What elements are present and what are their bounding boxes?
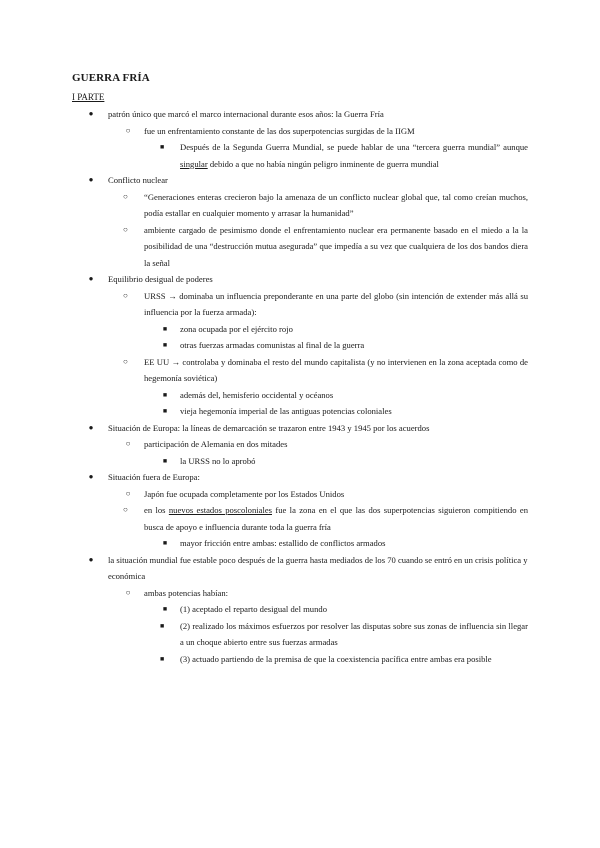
square-bullet-icon: ■ [162,539,168,547]
disc-bullet-icon: ● [88,422,94,432]
circle-bullet-icon: ○ [123,356,128,366]
section-heading: I PARTE [72,92,105,102]
list-item: ■ mayor fricción entre ambas: estallido de conflictos armados [72,535,528,552]
disc-bullet-icon: ● [88,274,94,283]
list-item: ○ “Generaciones enteras crecieron bajo la amenaza de un conflicto nuclear global que, tal como creían muchos, podía estallar en cualquier momento y arrasar la humanidad” [72,189,528,222]
list-item: ■ vieja hegemonía imperial de las antiguas potencias coloniales [72,403,528,420]
circle-bullet-icon: ○ [125,587,131,597]
document-page [72,72,528,667]
circle-bullet-icon: ○ [123,505,128,514]
circle-bullet-icon: ○ [123,290,128,300]
circle-bullet-icon: ○ [123,191,128,201]
list-item: ○ participación de Alemania en dos mitades [72,436,528,453]
square-bullet-icon: ■ [162,605,168,613]
square-bullet-icon: ■ [160,654,165,663]
list-item: ■ (1) aceptado el reparto desigual del mundo [72,601,528,618]
list-item: ○ fue un enfrentamiento constante de las dos superpotencias surgidas de la IIGM [72,123,528,140]
list-item: ● Conflicto nuclear [72,172,528,189]
list-item: ■ la URSS no lo aprobó [72,453,528,470]
circle-bullet-icon: ○ [123,224,128,234]
square-bullet-icon: ■ [162,456,168,465]
list-item: ○ EE UU → controlaba y dominaba el resto del mundo capitalista (y no intervienen en la zona aceptada como de hegemonía soviética) [72,354,528,387]
disc-bullet-icon: ● [88,109,94,118]
document-title: GUERRA FRÍA [72,72,150,84]
list-item: ■ zona ocupada por el ejército rojo [72,321,528,338]
disc-bullet-icon: ● [88,175,94,184]
list-item: ○ Japón fue ocupada completamente por los Estados Unidos [72,486,528,503]
disc-bullet-icon: ● [88,472,94,481]
square-bullet-icon: ■ [162,407,168,415]
list-item: ■ además del, hemisferio occidental y océanos [72,387,528,404]
circle-bullet-icon: ○ [125,439,131,448]
disc-bullet-icon: ● [88,554,94,564]
list-item: ■ Después de la Segunda Guerra Mundial, se puede hablar de una “tercera guerra mundial” aunque singular debido a que no había ningún peligro inminente de guerra mundial [72,139,528,172]
square-bullet-icon: ■ [162,341,168,349]
list-item: ■ (3) actuado partiendo de la premisa de que la coexistencia pacífica entre ambas era posible [72,651,528,668]
square-bullet-icon: ■ [162,324,168,333]
list-item: ● la situación mundial fue estable poco después de la guerra hasta mediados de los 70 cuando se entró en un crisis política y económica [72,552,528,585]
square-bullet-icon: ■ [160,143,165,151]
list-item: ■ (2) realizado los máximos esfuerzos por resolver las disputas sobre sus zonas de influencia sin llegar a un choque abierto entre sus fuerzas armadas [72,618,528,651]
list-item: ■ otras fuerzas armadas comunistas al final de la guerra [72,337,528,354]
square-bullet-icon: ■ [160,621,165,630]
list-item: ● Equilibrio desigual de poderes [72,271,528,288]
circle-bullet-icon: ○ [125,125,131,135]
list-item: ● Situación de Europa: la líneas de demarcación se trazaron entre 1943 y 1945 por los acuerdos [72,420,528,437]
list-item: ● Situación fuera de Europa: [72,469,528,486]
list-item: ● patrón único que marcó el marco internacional durante esos años: la Guerra Fría [72,106,528,123]
list-item: ○ ambas potencias habían: [72,585,528,602]
list-item: ○ ambiente cargado de pesimismo donde el enfrentamiento nuclear era permanente basado en el miedo a la la posibilidad de una “destrucción mutua asegurada” que impedía a su vez que cualquiera de los dos bandos diera la señal [72,222,528,272]
list-item: ○ en los nuevos estados poscoloniales fue la zona en el que las dos superpotencias siguieron compitiendo en busca de apoyo e influencia durante toda la guerra fría [72,502,528,535]
list-item: ○ URSS → dominaba un influencia preponderante en una parte del globo (sin intención de extender más allá su influencia por la fuerza armada): [72,288,528,321]
circle-bullet-icon: ○ [125,488,131,498]
square-bullet-icon: ■ [162,390,168,399]
